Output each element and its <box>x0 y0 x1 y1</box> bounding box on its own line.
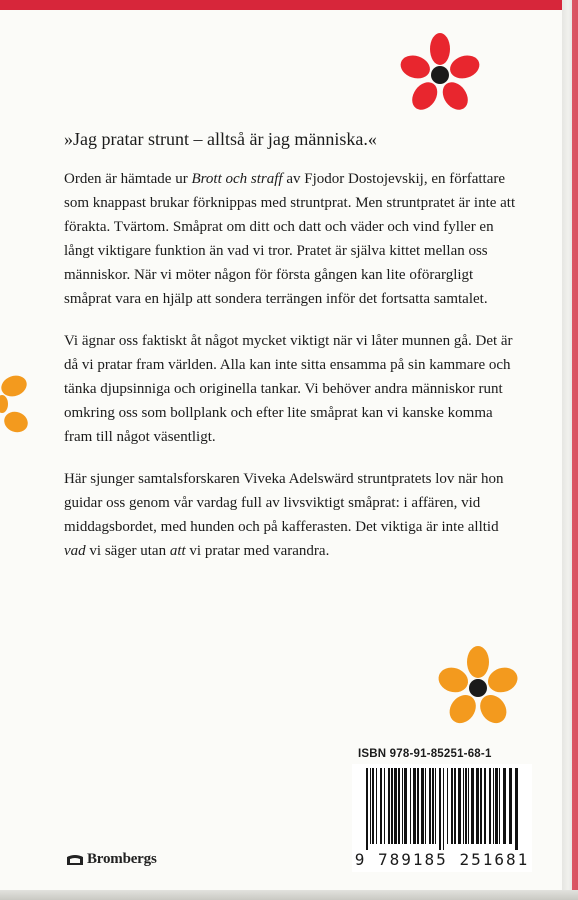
barcode-bar <box>439 768 441 850</box>
barcode-bar <box>432 768 434 844</box>
blurb-quote: »Jag pratar strunt – alltså är jag människa.« <box>64 129 377 149</box>
blurb <box>64 128 519 581</box>
isbn-label: ISBN 978-91-85251-68-1 <box>358 748 492 760</box>
blurb-paragraph-1 <box>64 167 519 311</box>
emphasis-att: att <box>169 542 186 559</box>
barcode-bar <box>421 768 424 844</box>
barcode-bar <box>509 768 512 844</box>
publisher-logo-icon <box>66 854 84 866</box>
barcode-bar <box>429 768 431 844</box>
cover-spine-red-strip <box>572 0 578 900</box>
publisher-name: Brombergs <box>87 851 157 867</box>
barcode-bar <box>480 768 482 844</box>
paragraph-3-middle: vi säger utan <box>85 542 170 559</box>
barcode-bar <box>391 768 393 844</box>
publisher-mark <box>66 851 157 868</box>
barcode-number: 9 789185 251681 <box>354 850 530 869</box>
barcode-bar <box>499 768 500 844</box>
barcode-bar <box>425 768 426 844</box>
barcode-bar <box>376 768 377 844</box>
cover-top-edge <box>0 0 578 10</box>
barcode-bar <box>493 768 494 844</box>
barcode-bar <box>402 768 403 844</box>
barcode-bar <box>476 768 479 844</box>
novel-title: Brott och straff <box>191 170 283 187</box>
barcode-bar <box>515 768 518 850</box>
barcode-bar <box>410 768 411 844</box>
barcode-bar <box>435 768 436 844</box>
barcode-bar <box>372 768 374 844</box>
blurb-paragraph-3 <box>64 467 519 563</box>
barcode-bar <box>380 768 382 844</box>
barcode-bar <box>388 768 390 844</box>
barcode-bar <box>451 768 453 844</box>
barcode-bar <box>471 768 474 844</box>
barcode-bar <box>443 768 444 850</box>
cover-bottom-edge <box>0 890 578 900</box>
barcode-bar <box>384 768 385 844</box>
barcode-bar <box>489 768 491 844</box>
blurb-paragraph-2: Vi ägnar oss faktiskt åt något mycket viktigt när vi låter munnen gå. Det är då vi pratar fram världen. Alla kan inte sitta ensamma på sin kammare och tänka djupsinniga och originella tankar. Vi behöver andra människor runt omkring oss som bollplank och efter lite småprat kan vi kanske komma fram till något väsentligt. <box>64 332 513 445</box>
barcode-bar <box>398 768 400 844</box>
orange-flower-icon <box>428 642 528 730</box>
paragraph-3-end: vi pratar med varandra. <box>185 542 330 559</box>
barcode-bar <box>370 768 371 844</box>
emphasis-vad: vad <box>64 542 86 559</box>
barcode-bar <box>404 768 407 844</box>
orange-flower-left-icon <box>0 370 36 440</box>
barcode <box>352 764 532 872</box>
barcode-bar <box>468 768 469 844</box>
barcode-bar <box>413 768 416 844</box>
barcode-bar <box>463 768 464 844</box>
barcode-bar <box>503 768 506 844</box>
barcode-bar <box>366 768 368 850</box>
barcode-bar <box>495 768 498 844</box>
barcode-bar <box>465 768 467 844</box>
red-flower-icon <box>388 30 492 120</box>
paragraph-1-rest: av Fjodor Dostojevskij, en författare som knappast brukar förknippas med struntprat. Men struntpratet är inte att förakta. Tvärtom. Småprat om ditt och datt och väder och vind fyller en långt viktigare funktion än vad vi tror. Pratet är själva kittet mellan oss människor. När vi möter någon för första gången kan lite oförargligt småprat vara en hjälp att sondera terrängen inför det fortsatta samtalet. <box>64 170 516 307</box>
paragraph-1-lead: Orden är hämtade ur <box>64 170 192 187</box>
barcode-bar <box>394 768 397 844</box>
barcode-bar <box>458 768 461 844</box>
barcode-bar <box>454 768 456 844</box>
barcode-bar <box>417 768 419 844</box>
barcode-bars <box>352 764 532 850</box>
barcode-bar <box>447 768 448 844</box>
paragraph-3-lead: Här sjunger samtalsforskaren Viveka Adelswärd struntpratets lov när hon guidar oss genom vår vardag full av livsviktigt småprat: i affären, vid middagsbordet, med hunden och på kafferasten. Det viktiga är inte alltid <box>64 470 504 535</box>
barcode-bar <box>484 768 486 844</box>
